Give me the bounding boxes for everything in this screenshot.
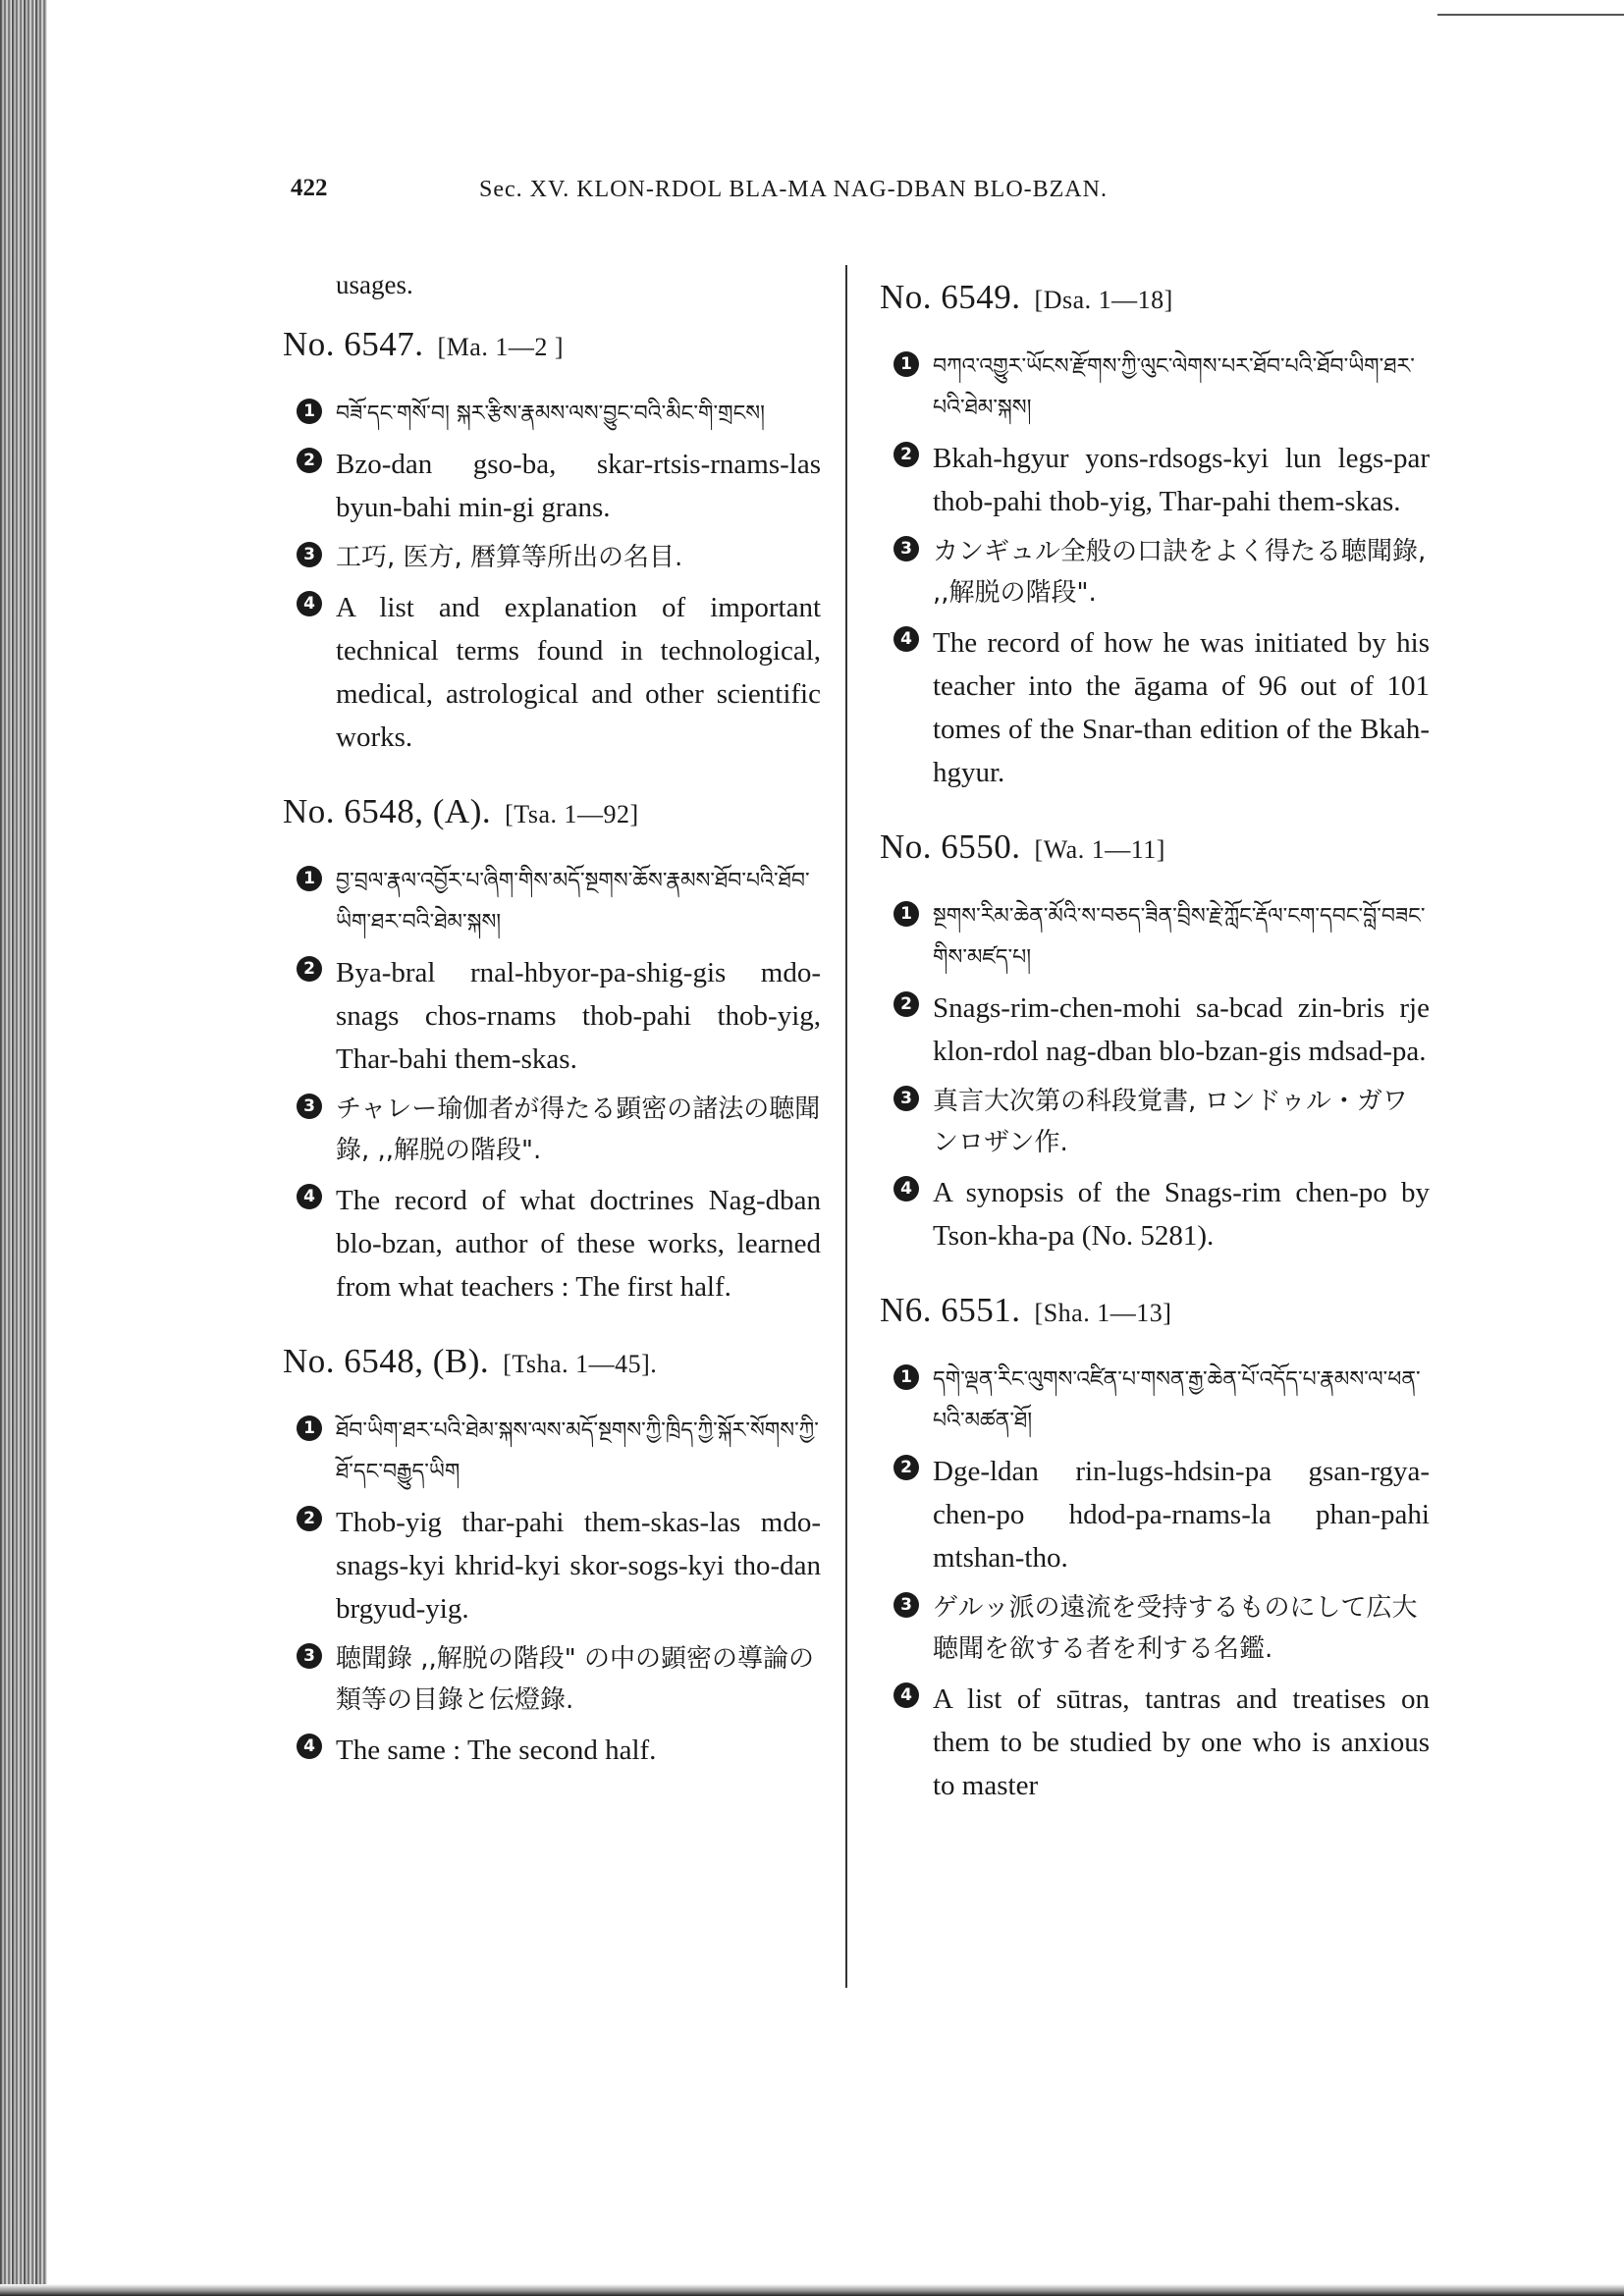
tibetan-text: དགེ་ལྡན་རིང་ལུགས་འཛིན་པ་གསན་རྒྱ་ཆེན་པོ་འདོད་པ་རྣམས་ལ་ཕན་པའི་མཚན་ཐོ། (933, 1367, 1421, 1433)
romanized-text: Dge-ldan rin-lugs-hdsin-pa gsan-rgya-chen-po hdod-pa-rnams-la phan-pahi mtshan-tho. (933, 1456, 1430, 1574)
tibetan-title (880, 1360, 1430, 1442)
catalog-entry (880, 1291, 1430, 1807)
romanized-title (880, 1450, 1430, 1579)
catalog-entry (283, 792, 821, 1308)
catalog-entry (283, 325, 821, 759)
entry-range: [Ma. 1—2 ] (437, 333, 565, 361)
page-header (0, 175, 1624, 214)
number-4-icon: 4 (297, 1734, 322, 1759)
catalog-entry (880, 278, 1430, 794)
number-3-icon: 3 (893, 1592, 919, 1618)
entry-number: No. 6550. (880, 828, 1021, 866)
japanese-text: ゲルッ派の遠流を受持するものにして広大聴聞を欲する者を利する名鑑. (933, 1593, 1418, 1664)
romanized-text: Bya-bral rnal-hbyor-pa-shig-gis mdo-snags chos-rnams thob-pahi thob-yig, Thar-bahi them-skas. (336, 957, 821, 1075)
catalog-entry (880, 828, 1430, 1257)
entry-title (283, 325, 821, 364)
japanese-text: カンギュル全般の口訣をよく得たる聴聞錄, ,,解脱の階段". (933, 537, 1427, 608)
english-description (880, 1678, 1430, 1807)
number-1-icon: 1 (297, 1415, 322, 1441)
number-1-icon: 1 (893, 1364, 919, 1390)
tibetan-title (283, 1411, 821, 1493)
romanized-text: Bkah-hgyur yons-rdsogs-kyi lun legs-par thob-pahi thob-yig, Thar-pahi them-skas. (933, 443, 1430, 517)
english-description (283, 1179, 821, 1308)
entry-number: No. 6547. (283, 325, 424, 363)
number-4-icon: 4 (893, 1682, 919, 1708)
number-2-icon: 2 (893, 442, 919, 467)
entry-range: [Tsha. 1—45]. (503, 1350, 658, 1378)
number-2-icon: 2 (893, 991, 919, 1017)
romanized-title (880, 987, 1430, 1073)
number-3-icon: 3 (893, 536, 919, 561)
tibetan-title (880, 896, 1430, 979)
number-4-icon: 4 (893, 1176, 919, 1201)
entry-title (880, 828, 1430, 867)
right-column (880, 270, 1430, 1841)
number-1-icon: 1 (297, 399, 322, 424)
english-text: The record of how he was initiated by his teacher into the āgama of 96 out of 101 tomes of the Snar-than edition of the Bkah-hgyur. (933, 627, 1430, 788)
english-description (880, 1171, 1430, 1257)
entry-title (283, 792, 821, 831)
japanese-title (283, 1638, 821, 1721)
japanese-text: 真言大次第の科段覚書, ロンドゥル・ガワンロザン作. (933, 1087, 1408, 1157)
tibetan-text: སྔགས་རིམ་ཆེན་མོའི་ས་བཅད་ཟིན་བྲིས་རྗེ་ཀློང་རྡོལ་ངག་དབང་བློ་བཟང་གིས་མཛད་པ། (933, 904, 1426, 970)
entry-range: [Sha. 1—13] (1034, 1299, 1172, 1327)
running-head: Sec. XV. KLON-RDOL BLA-MA NAG-DBAN BLO-BZAN. (479, 177, 1108, 202)
japanese-title (880, 1587, 1430, 1670)
number-4-icon: 4 (297, 1184, 322, 1209)
english-text: A list of sūtras, tantras and treatises on them to be studied by one who is anxious to master (933, 1683, 1430, 1801)
english-text: A synopsis of the Snags-rim chen-po by Tson-kha-pa (No. 5281). (933, 1177, 1430, 1252)
number-2-icon: 2 (297, 448, 322, 473)
catalog-entry (283, 1342, 821, 1772)
column-divider (845, 265, 847, 1988)
number-3-icon: 3 (893, 1086, 919, 1111)
romanized-title (283, 1501, 821, 1630)
entry-title (283, 1342, 821, 1381)
english-description (880, 621, 1430, 794)
japanese-title (880, 531, 1430, 614)
romanized-text: Thob-yig thar-pahi them-skas-las mdo-snags-kyi khrid-kyi skor-sogs-kyi tho-dan brgyud-yig. (336, 1507, 821, 1625)
entry-number: No. 6548, (A). (283, 792, 492, 830)
number-3-icon: 3 (297, 1643, 322, 1669)
english-description (283, 586, 821, 759)
number-1-icon: 1 (297, 866, 322, 891)
japanese-title (283, 537, 821, 578)
entry-title (880, 278, 1430, 317)
entry-range: [Wa. 1—11] (1034, 835, 1165, 864)
english-text: The record of what doctrines Nag-dban blo-bzan, author of these works, learned from what teachers : The first half. (336, 1185, 821, 1303)
entry-number: No. 6548, (B). (283, 1342, 490, 1380)
number-2-icon: 2 (297, 1506, 322, 1531)
tibetan-title (283, 394, 821, 435)
entry-number: N6. 6551. (880, 1291, 1021, 1329)
romanized-text: Bzo-dan gso-ba, skar-rtsis-rnams-las byun-bahi min-gi grans. (336, 449, 821, 523)
page-binding-edge (0, 0, 47, 2296)
number-3-icon: 3 (297, 1094, 322, 1119)
number-1-icon: 1 (893, 901, 919, 927)
english-text: A list and explanation of important technical terms found in technological, medical, astrological and other scientific works. (336, 592, 821, 753)
number-2-icon: 2 (297, 956, 322, 982)
tibetan-text: བྱ་བྲལ་རྣལ་འབྱོར་པ་ཞིག་གིས་མདོ་སྔགས་ཆོས་རྣམས་ཐོབ་པའི་ཐོབ་ཡིག་ཐར་བའི་ཐེམ་སྐས། (336, 869, 810, 934)
number-2-icon: 2 (893, 1455, 919, 1480)
tibetan-title (880, 347, 1430, 429)
tibetan-text: བཀའ་འགྱུར་ཡོངས་རྫོགས་ཀྱི་ལུང་ལེགས་པར་ཐོབ་པའི་ཐོབ་ཡིག་ཐར་པའི་ཐེམ་སྐས། (933, 354, 1415, 420)
romanized-title (283, 443, 821, 529)
romanized-title (283, 951, 821, 1081)
number-1-icon: 1 (893, 351, 919, 377)
romanized-text: Snags-rim-chen-mohi sa-bcad zin-bris rje klon-rdol nag-dban blo-bzan-gis mdsad-pa. (933, 992, 1430, 1067)
top-rule (1437, 14, 1624, 16)
japanese-text: 工巧, 医方, 暦算等所出の名目. (336, 543, 683, 572)
tibetan-text: ཐོབ་ཡིག་ཐར་པའི་ཐེམ་སྐས་ལས་མདོ་སྔགས་ཀྱི་ཁྲིད་ཀྱི་སྐོར་སོགས་ཀྱི་ཐོ་དང་བརྒྱུད་ཡིག (336, 1418, 819, 1484)
number-3-icon: 3 (297, 542, 322, 567)
japanese-text: チャレー瑜伽者が得たる顕密の諸法の聴聞錄, ,,解脱の階段". (336, 1095, 821, 1165)
japanese-text: 聴聞錄 ,,解脱の階段" の中の顕密の導論の類等の目錄と伝燈錄. (336, 1644, 815, 1715)
entry-range: [Tsa. 1—92] (505, 800, 639, 828)
english-text: The same : The second half. (336, 1735, 657, 1766)
number-4-icon: 4 (297, 591, 322, 616)
entry-number: No. 6549. (880, 278, 1021, 316)
romanized-title (880, 437, 1430, 523)
entry-title (880, 1291, 1430, 1330)
entry-range: [Dsa. 1—18] (1034, 286, 1173, 314)
tibetan-title (283, 861, 821, 943)
tibetan-text: བཟོ་དང་གསོ་བ། སྐར་རྩིས་རྣམས་ལས་བྱུང་བའི་མིང་གི་གྲངས། (336, 401, 766, 426)
number-4-icon: 4 (893, 626, 919, 652)
left-column (283, 270, 821, 1805)
english-description (283, 1729, 821, 1772)
page-bottom-edge (0, 2284, 1624, 2296)
page-number: 422 (291, 175, 328, 201)
continued-text: usages. (336, 270, 413, 299)
japanese-title (880, 1081, 1430, 1163)
japanese-title (283, 1089, 821, 1171)
